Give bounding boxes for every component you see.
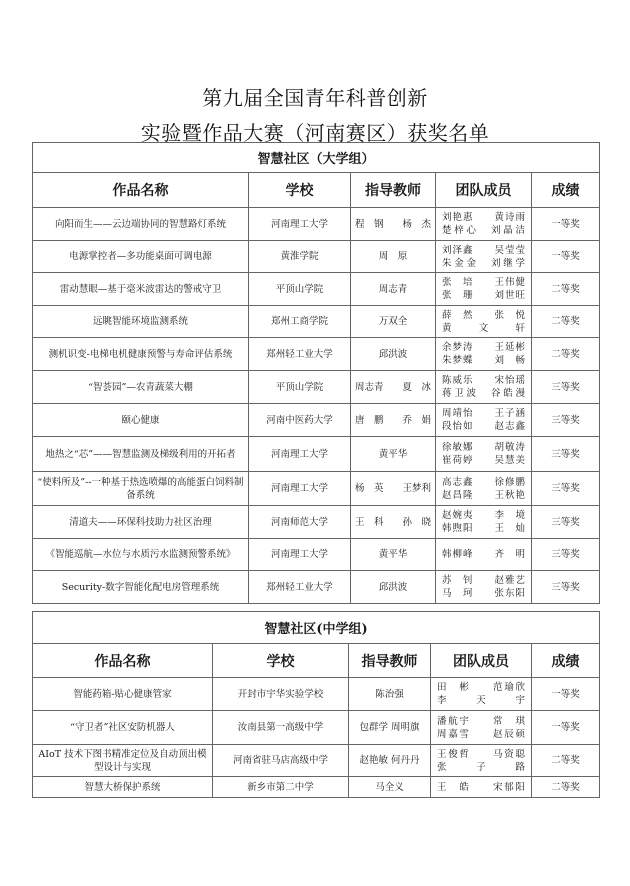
school-cell: 平顶山学院 xyxy=(249,371,351,404)
member-line: 田 彬 范瑜欣 xyxy=(437,682,525,693)
header-members: 团队成员 xyxy=(436,173,532,208)
section-title: 智慧社区(中学组) xyxy=(33,612,600,644)
result-cell: 三等奖 xyxy=(532,404,600,437)
advisor-cell: 程 钢 杨 杰 xyxy=(351,208,436,241)
advisor-cell: 邱洪波 xyxy=(351,571,436,604)
member-line: 蒋卫波 谷皓漫 xyxy=(442,388,525,399)
member-line: 韩柳峰 齐 明 xyxy=(442,549,525,560)
header-result: 成绩 xyxy=(532,173,600,208)
school-cell: 汝南县第一高级中学 xyxy=(213,711,349,745)
member-line: 崔荷婷 吴慧美 xyxy=(442,455,525,466)
table-row xyxy=(33,777,600,798)
project-name-cell: AIoT 技术下图书精准定位及自动顶出模型设计与实现 xyxy=(33,745,213,777)
members-cell xyxy=(436,472,532,506)
members-cell xyxy=(436,437,532,472)
header-advisor: 指导教师 xyxy=(349,644,431,678)
table-row xyxy=(33,506,600,539)
members-cell xyxy=(431,777,532,798)
member-line: 苏 钊 赵雅艺 xyxy=(442,575,525,586)
member-line: 赵昌隆 王秋艳 xyxy=(442,489,525,501)
members-cell xyxy=(436,338,532,371)
project-name-cell: “智荟园”—农青蔬菜大棚 xyxy=(33,371,249,404)
result-cell: 三等奖 xyxy=(532,539,600,571)
result-cell: 二等奖 xyxy=(532,745,600,777)
project-name-cell: 测机识变-电梯电机健康预警与寿命评估系统 xyxy=(33,338,249,371)
members-cell xyxy=(436,571,532,604)
project-name-cell: “使料所及”--一种基于热选喷爆的高能蛋白饲料制备系统 xyxy=(33,472,249,506)
school-cell: 河南中医药大学 xyxy=(249,404,351,437)
header-project: 作品名称 xyxy=(33,173,249,208)
school-cell: 平顶山学院 xyxy=(249,273,351,306)
middle-school-award-table xyxy=(32,611,600,798)
school-cell: 郑州轻工业大学 xyxy=(249,571,351,604)
school-cell: 河南理工大学 xyxy=(249,539,351,571)
member-line: 张子路 xyxy=(437,761,525,773)
table-row xyxy=(33,404,600,437)
members-cell xyxy=(436,241,532,273)
header-result: 成绩 xyxy=(532,644,600,678)
document-title-line2: 实验暨作品大赛（河南赛区）获奖名单 xyxy=(140,121,490,145)
school-cell: 河南理工大学 xyxy=(249,437,351,472)
member-line: 余梦涛 王延彬 xyxy=(442,342,525,353)
school-cell: 郑州轻工业大学 xyxy=(249,338,351,371)
project-name-cell: 智能药箱-贴心健康管家 xyxy=(33,678,213,711)
middle-school-rows xyxy=(33,678,600,798)
header-school: 学校 xyxy=(213,644,349,678)
members-cell xyxy=(436,539,532,571)
project-name-cell: 远眺智能环境监测系统 xyxy=(33,306,249,338)
school-cell: 河南理工大学 xyxy=(249,472,351,506)
member-line: 张 培 王伟健 xyxy=(442,277,525,288)
advisor-cell: 包群学 周明旗 xyxy=(349,711,431,745)
member-line: 黄文轩 xyxy=(442,322,525,334)
member-line: 韩煦阳 王 灿 xyxy=(442,523,525,534)
project-name-cell: 向阳而生——云边端协同的智慧路灯系统 xyxy=(33,208,249,241)
school-cell: 河南理工大学 xyxy=(249,208,351,241)
project-name-cell: 清道夫——环保科技助力社区治理 xyxy=(33,506,249,539)
advisor-cell: 周 原 xyxy=(351,241,436,273)
table-row xyxy=(33,571,600,604)
school-cell: 开封市宇华实验学校 xyxy=(213,678,349,711)
advisor-cell: 赵艳敏 何丹丹 xyxy=(349,745,431,777)
header-advisor: 指导教师 xyxy=(351,173,436,208)
header-project: 作品名称 xyxy=(33,644,213,678)
table-row xyxy=(33,437,600,472)
member-line: 段怡如 赵志鑫 xyxy=(442,421,525,432)
result-cell: 二等奖 xyxy=(532,338,600,371)
result-cell: 二等奖 xyxy=(532,306,600,338)
table-row xyxy=(33,241,600,273)
member-line: 张 珊 刘世旺 xyxy=(442,290,525,301)
member-line: 王俊哲 马资聪 xyxy=(437,748,525,760)
member-line: 赵婉夷 李 境 xyxy=(442,510,525,521)
table-row xyxy=(33,208,600,241)
table-row xyxy=(33,472,600,506)
table-row xyxy=(33,745,600,777)
members-cell xyxy=(431,745,532,777)
result-cell: 三等奖 xyxy=(532,371,600,404)
school-cell: 新乡市第二中学 xyxy=(213,777,349,798)
result-cell: 三等奖 xyxy=(532,437,600,472)
table-row xyxy=(33,539,600,571)
project-name-cell: “守卫者”社区安防机器人 xyxy=(33,711,213,745)
header-school: 学校 xyxy=(249,173,351,208)
section-title: 智慧社区（大学组） xyxy=(33,143,600,173)
result-cell: 三等奖 xyxy=(532,571,600,604)
member-line: 马 珂 张东阳 xyxy=(442,588,525,599)
member-line: 周嘉雪 赵辰硕 xyxy=(437,728,525,740)
member-line: 朱梦蝶 刘 畅 xyxy=(442,355,525,366)
members-cell xyxy=(436,306,532,338)
members-cell xyxy=(436,208,532,241)
advisor-cell: 邱洪波 xyxy=(351,338,436,371)
advisor-cell: 马全义 xyxy=(349,777,431,798)
member-line: 徐敏娜 胡敬涛 xyxy=(442,442,525,453)
member-line: 潘航宇 常 琪 xyxy=(437,715,525,727)
member-line: 刘艳惠 黄诗雨 xyxy=(442,212,525,223)
result-cell: 二等奖 xyxy=(532,273,600,306)
document-title-line1: 第九届全国青年科普创新 xyxy=(202,86,428,110)
members-cell xyxy=(431,711,532,745)
member-line: 陈威乐 宋怡瑶 xyxy=(442,375,525,386)
header-members: 团队成员 xyxy=(431,644,532,678)
school-cell: 黄淮学院 xyxy=(249,241,351,273)
table-row xyxy=(33,306,600,338)
school-cell: 河南师范大学 xyxy=(249,506,351,539)
project-name-cell: Security-数字智能化配电房管理系统 xyxy=(33,571,249,604)
result-cell: 三等奖 xyxy=(532,506,600,539)
university-award-table xyxy=(32,142,600,604)
result-cell: 二等奖 xyxy=(532,777,600,798)
project-name-cell: 电源掌控者—多功能桌面可调电源 xyxy=(33,241,249,273)
project-name-cell: 智慧大桥保护系统 xyxy=(33,777,213,798)
advisor-cell: 周志青 xyxy=(351,273,436,306)
advisor-cell: 周志青 夏 冰 xyxy=(351,371,436,404)
members-cell xyxy=(436,371,532,404)
project-name-cell: 《智能巡航—水位与水质污水监测预警系统》 xyxy=(33,539,249,571)
table-row xyxy=(33,371,600,404)
advisor-cell: 陈治强 xyxy=(349,678,431,711)
member-line: 李天宇 xyxy=(437,695,525,706)
table-row xyxy=(33,678,600,711)
advisor-cell: 王 科 孙 晓 xyxy=(351,506,436,539)
member-line: 朱金金 刘继学 xyxy=(442,257,525,269)
university-rows xyxy=(33,208,600,604)
advisor-cell: 杨 英 王梦利 xyxy=(351,472,436,506)
member-line: 刘泽鑫 吴莹莹 xyxy=(442,244,525,256)
member-line: 周靖怡 王子涵 xyxy=(442,408,525,419)
member-line: 王 皓 宋郁阳 xyxy=(437,781,525,793)
table-row xyxy=(33,338,600,371)
table-row xyxy=(33,711,600,745)
result-cell: 一等奖 xyxy=(532,678,600,711)
result-cell: 三等奖 xyxy=(532,472,600,506)
advisor-cell: 万双全 xyxy=(351,306,436,338)
member-line: 楚梓心 刘晶洁 xyxy=(442,225,525,236)
result-cell: 一等奖 xyxy=(532,208,600,241)
members-cell xyxy=(436,404,532,437)
member-line: 高志鑫 徐修鹏 xyxy=(442,476,525,488)
result-cell: 一等奖 xyxy=(532,241,600,273)
members-cell xyxy=(436,273,532,306)
result-cell: 一等奖 xyxy=(532,711,600,745)
advisor-cell: 唐 鹏 乔 娟 xyxy=(351,404,436,437)
advisor-cell: 黄平华 xyxy=(351,539,436,571)
project-name-cell: 地热之“芯”——智慧监测及梯级利用的开拓者 xyxy=(33,437,249,472)
school-cell: 郑州工商学院 xyxy=(249,306,351,338)
project-name-cell: 雷动慧眼—基于毫米波雷达的警戒守卫 xyxy=(33,273,249,306)
project-name-cell: 颐心健康 xyxy=(33,404,249,437)
advisor-cell: 黄平华 xyxy=(351,437,436,472)
table-row xyxy=(33,273,600,306)
members-cell xyxy=(436,506,532,539)
member-line: 薛 然 张 悦 xyxy=(442,309,525,321)
members-cell xyxy=(431,678,532,711)
school-cell: 河南省驻马店高级中学 xyxy=(213,745,349,777)
